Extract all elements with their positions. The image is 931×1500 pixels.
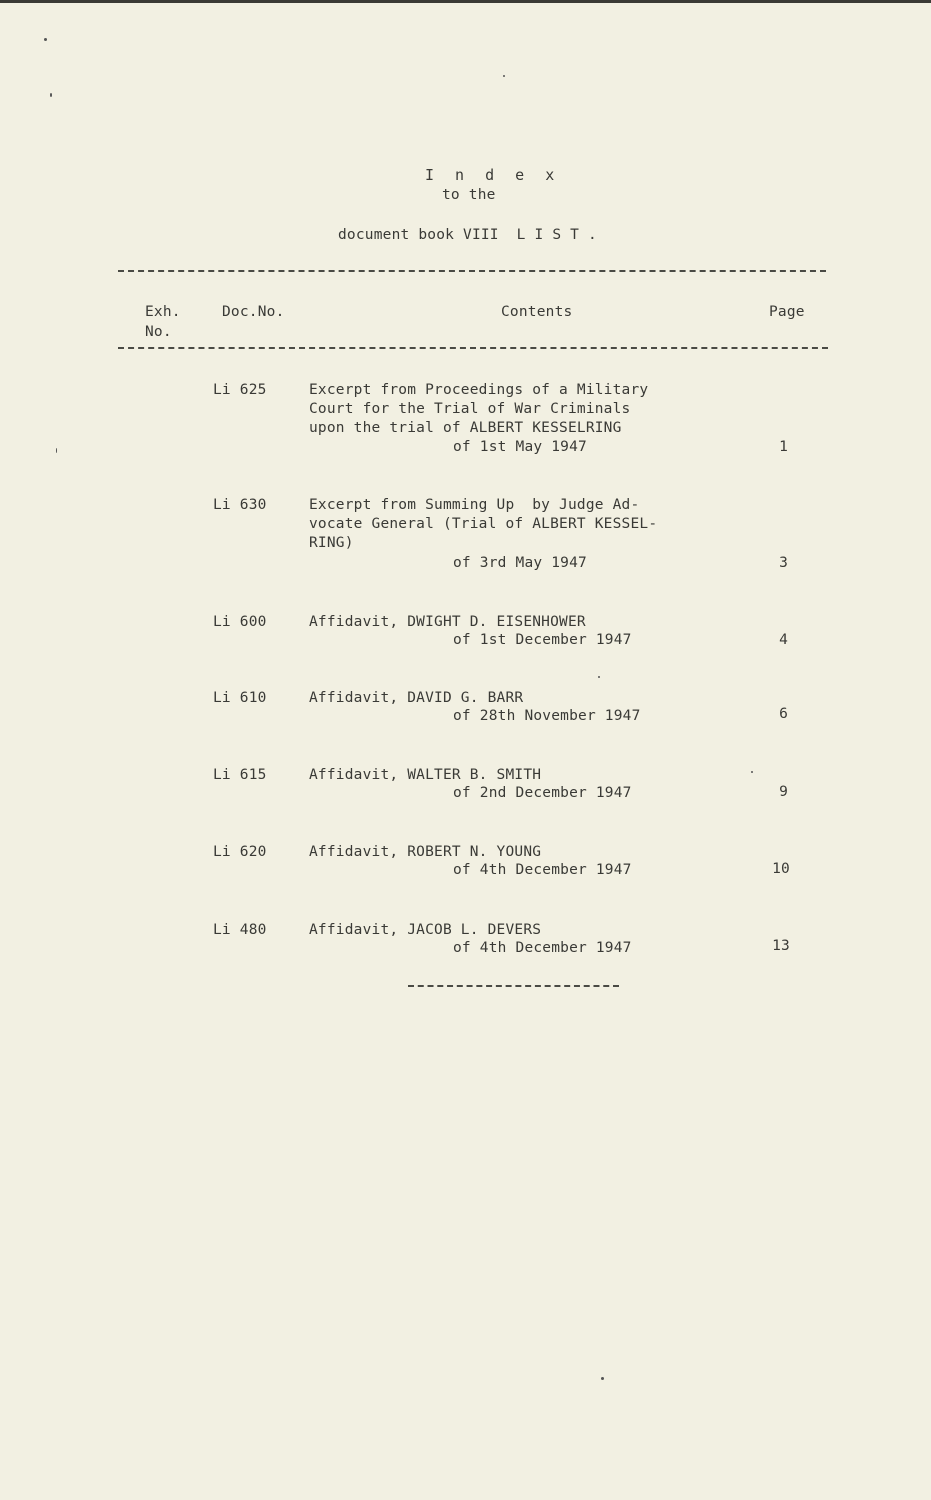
entry-page-number: 10 [772, 861, 790, 877]
entry-doc-number: Li 620 [213, 844, 267, 860]
entry-page-number: 4 [779, 632, 788, 648]
entry-page-number: 1 [779, 439, 788, 455]
column-header-exh-no: No. [145, 324, 172, 340]
entry-doc-number: Li 625 [213, 382, 267, 398]
entry-contents-line: Excerpt from Summing Up by Judge Ad- [309, 497, 640, 513]
scan-speck [44, 38, 47, 41]
column-header-page: Page [769, 304, 805, 320]
entry-contents-line: vocate General (Trial of ALBERT KESSEL- [309, 516, 658, 532]
entry-contents-line: Affidavit, WALTER B. SMITH [309, 767, 542, 783]
entry-doc-number: Li 610 [213, 690, 267, 706]
entry-date: of 3rd May 1947 [453, 555, 587, 571]
entry-doc-number: Li 615 [213, 767, 267, 783]
entry-doc-number: Li 480 [213, 922, 267, 938]
entry-doc-number: Li 600 [213, 614, 267, 630]
entry-page-number: 9 [779, 784, 788, 800]
index-subtitle: to the [442, 187, 496, 203]
entry-contents-line: Affidavit, DAVID G. BARR [309, 690, 524, 706]
column-header-exh: Exh. [145, 304, 181, 320]
entry-date: of 2nd December 1947 [453, 785, 632, 801]
entry-contents-line: Affidavit, ROBERT N. YOUNG [309, 844, 542, 860]
end-divider [408, 985, 619, 987]
entry-date: of 4th December 1947 [453, 940, 632, 956]
scan-speck [598, 676, 600, 678]
header-divider-top [118, 270, 826, 272]
entry-contents-line: Excerpt from Proceedings of a Military [309, 382, 649, 398]
scan-speck [601, 1377, 604, 1380]
entry-date: of 28th November 1947 [453, 708, 641, 724]
column-header-doc-no: Doc.No. [222, 304, 285, 320]
document-book-title: document book VIII L I S T . [338, 227, 597, 243]
entry-date: of 1st December 1947 [453, 632, 632, 648]
scan-speck [50, 93, 52, 97]
page-top-edge [0, 0, 931, 3]
entry-page-number: 3 [779, 555, 788, 571]
scan-speck [751, 771, 753, 773]
entry-date: of 4th December 1947 [453, 862, 632, 878]
entry-contents-line: Affidavit, DWIGHT D. EISENHOWER [309, 614, 586, 630]
entry-contents-line: RING) [309, 535, 354, 551]
entry-page-number: 13 [772, 938, 790, 954]
entry-contents-line: Affidavit, JACOB L. DEVERS [309, 922, 542, 938]
header-divider-bottom [118, 347, 828, 349]
entry-doc-number: Li 630 [213, 497, 267, 513]
scan-speck [56, 448, 57, 453]
index-title: I n d e x [425, 166, 561, 184]
scan-speck [503, 75, 505, 77]
entry-contents-line: upon the trial of ALBERT KESSELRING [309, 420, 622, 436]
entry-page-number: 6 [779, 706, 788, 722]
column-header-contents: Contents [501, 304, 573, 320]
entry-contents-line: Court for the Trial of War Criminals [309, 401, 631, 417]
entry-date: of 1st May 1947 [453, 439, 587, 455]
